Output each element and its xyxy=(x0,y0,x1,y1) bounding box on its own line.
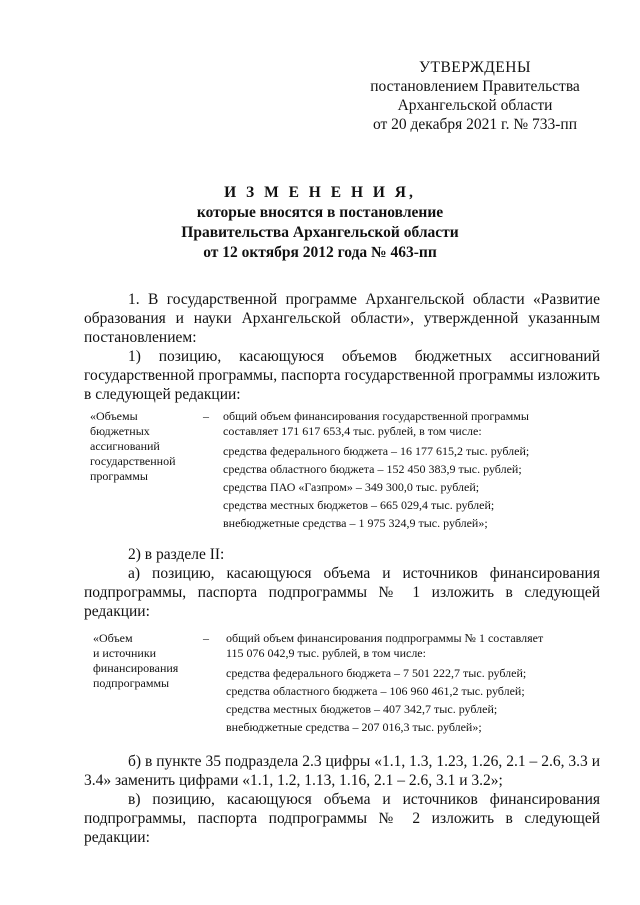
value-line: средства областного бюджета – 106 960 461,2 тыс. рублей; xyxy=(226,684,525,698)
paragraph-text: б) в пункте 35 подраздела 2.3 цифры «1.1, 1.3, 1.23, 1.26, 2.1 – 2.6, 3.3 и 3.4» заменить цифрами «1.1, 1.2, 1.13, 1.16, 2.1 – 2.6, 3.1 и 3.2»; xyxy=(84,753,600,789)
approval-line: от 20 декабря 2021 г. № 733-пп xyxy=(372,116,578,133)
paragraph-4 xyxy=(84,564,600,621)
value-line: средства ПАО «Газпром» – 349 300,0 тыс. рублей; xyxy=(223,480,480,494)
paragraph-text: 1) позицию, касающуюся объемов бюджетных ассигнований государственной программы, паспорта государственной программы изложить в следующей редакции: xyxy=(84,348,600,403)
label-line: ассигнований xyxy=(90,439,160,453)
value-line: 115 076 042,9 тыс. рублей, в том числе: xyxy=(226,646,426,660)
value-line: средства областного бюджета – 152 450 383,9 тыс. рублей; xyxy=(223,462,522,476)
paragraph-1 xyxy=(84,290,600,347)
budget-table-2 xyxy=(93,631,610,741)
value-line: внебюджетные средства – 207 016,3 тыс. рублей»; xyxy=(226,720,482,734)
value-line: общий объем финансирования подпрограммы № 1 составляет xyxy=(226,631,544,645)
value-line: средства федерального бюджета – 16 177 615,2 тыс. рублей; xyxy=(223,444,530,458)
value-line: средства местных бюджетов – 407 342,7 тыс. рублей; xyxy=(226,702,498,716)
paragraph-text: 2) в разделе II: xyxy=(128,546,225,563)
table-values xyxy=(223,409,529,532)
label-line: государственной xyxy=(90,454,176,468)
document-heading xyxy=(0,183,640,263)
paragraph-3 xyxy=(84,545,600,564)
heading-line: от 12 октября 2012 года № 463-пп xyxy=(203,244,437,261)
label-line: и источники xyxy=(93,646,157,660)
label-line: программы xyxy=(90,469,148,483)
approval-line: постановлением Правительства xyxy=(370,78,580,95)
heading-line: Правительства Архангельской области xyxy=(181,224,459,241)
value-line: внебюджетные средства – 1 975 324,9 тыс. рублей»; xyxy=(223,516,488,530)
paragraph-5 xyxy=(84,752,600,790)
paragraph-text: а) позицию, касающуюся объема и источников финансирования подпрограммы, паспорта подпрограммы № 1 изложить в следующей редакции: xyxy=(84,565,600,620)
approval-line: Архангельской области xyxy=(397,97,553,114)
value-line: составляет 171 617 653,4 тыс. рублей, в том числе: xyxy=(223,424,482,438)
label-line: бюджетных xyxy=(90,424,150,438)
label-line: «Объем xyxy=(93,631,133,645)
label-line: «Объемы xyxy=(90,409,138,423)
paragraph-6 xyxy=(84,790,600,847)
label-line: финансирования xyxy=(93,661,179,675)
paragraph-2 xyxy=(84,347,600,404)
value-line: средства местных бюджетов – 665 029,4 тыс. рублей; xyxy=(223,498,495,512)
paragraph-text: 1. В государственной программе Архангельской области «Развитие образования и науки Архангельской области», утвержденной указанным постановлением: xyxy=(84,291,600,346)
budget-table-1 xyxy=(90,409,610,534)
table-dash: – xyxy=(203,631,209,645)
value-line: общий объем финансирования государственной программы xyxy=(223,409,529,423)
table-dash: – xyxy=(203,409,209,423)
table-label xyxy=(93,631,203,691)
paragraph-text: в) позицию, касающуюся объема и источников финансирования подпрограммы, паспорта подпрограммы № 2 изложить в следующей редакции: xyxy=(84,791,600,846)
table-values xyxy=(226,631,543,736)
table-label xyxy=(90,409,200,484)
heading-title: И З М Е Н Е Н И Я, xyxy=(224,184,416,201)
label-line: подпрограммы xyxy=(93,676,170,690)
approval-stamp xyxy=(340,58,610,134)
approval-title: УТВЕРЖДЕНЫ xyxy=(419,59,531,76)
heading-line: которые вносятся в постановление xyxy=(196,204,444,221)
value-line: средства федерального бюджета – 7 501 222,7 тыс. рублей; xyxy=(226,666,527,680)
